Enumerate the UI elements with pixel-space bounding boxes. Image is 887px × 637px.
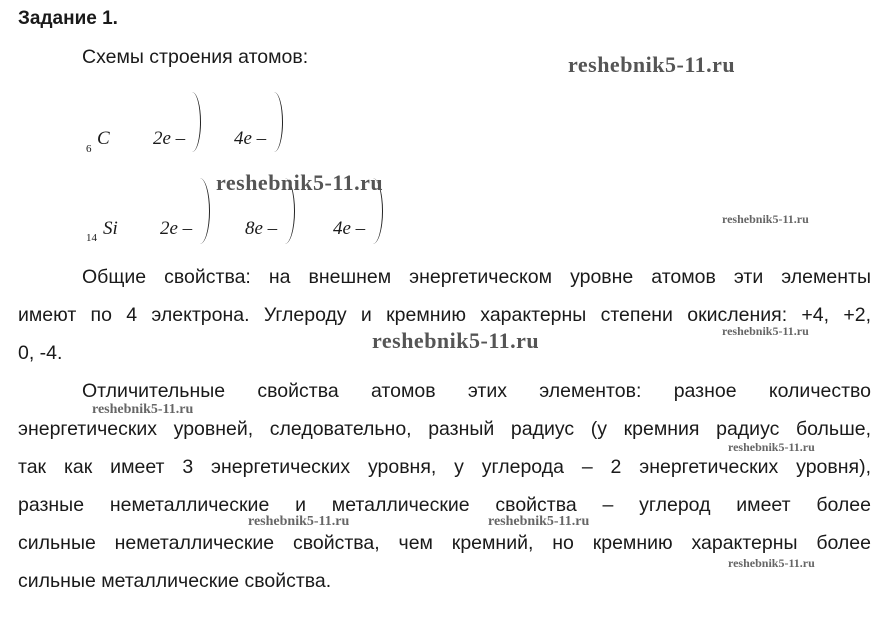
common-properties-paragraph [18, 258, 871, 372]
watermark: reshebnik5-11.ru [722, 212, 809, 226]
watermark: reshebnik5-11.ru [722, 324, 809, 338]
paragraph1-line-1: Общие свойства: на внешнем энергетическом уровне атомов эти элементы [82, 266, 871, 288]
watermark: reshebnik5-11.ru [728, 440, 815, 454]
silicon-shell-2: 8e – [245, 218, 278, 239]
paragraph1-line-2: имеют по 4 электрона. Углероду и кремнию характерны степени окисления: +4, +2, [18, 304, 871, 326]
paragraph2-line-4: разные неметаллические и металлические свойства – углерод имеет более [18, 494, 871, 516]
schemes-label: Схемы строения атомов: [82, 46, 309, 68]
carbon-symbol: C [97, 128, 110, 149]
watermark: reshebnik5-11.ru [568, 52, 736, 77]
silicon-shell-arc-1 [193, 178, 210, 244]
watermark: reshebnik5-11.ru [92, 402, 194, 417]
carbon-shell-arc-2 [268, 92, 283, 152]
watermark: reshebnik5-11.ru [488, 514, 590, 529]
paragraph2-line-2: энергетических уровней, следовательно, разный радиус (у кремния радиус больше, [18, 418, 871, 440]
paragraph1-line-3: 0, -4. [18, 342, 63, 364]
carbon-atomic-number: 6 [86, 143, 92, 155]
silicon-symbol: Si [103, 218, 118, 239]
watermark: reshebnik5-11.ru [728, 556, 815, 570]
task-title: Задание 1. [18, 8, 118, 29]
paragraph2-line-1: Отличительные свойства атомов этих элементов: разное количество [82, 380, 871, 402]
watermark: reshebnik5-11.ru [248, 514, 350, 529]
watermark: reshebnik5-11.ru [216, 170, 384, 195]
watermark: reshebnik5-11.ru [372, 328, 540, 353]
carbon-shell-1: 2e – [153, 128, 186, 149]
paragraph2-line-5: сильные неметаллические свойства, чем кремний, но кремнию характерны более [18, 532, 871, 554]
paragraph2-line-3: так как имеет 3 энергетических уровня, у углерода – 2 энергетических уровня), [18, 456, 871, 478]
silicon-atomic-number: 14 [86, 232, 97, 244]
paragraph2-line-6: сильные металлические свойства. [18, 570, 332, 592]
silicon-shell-3: 4e – [333, 218, 366, 239]
silicon-shell-1: 2e – [160, 218, 193, 239]
carbon-shell-arc-1 [186, 92, 201, 152]
carbon-shell-2: 4e – [234, 128, 267, 149]
